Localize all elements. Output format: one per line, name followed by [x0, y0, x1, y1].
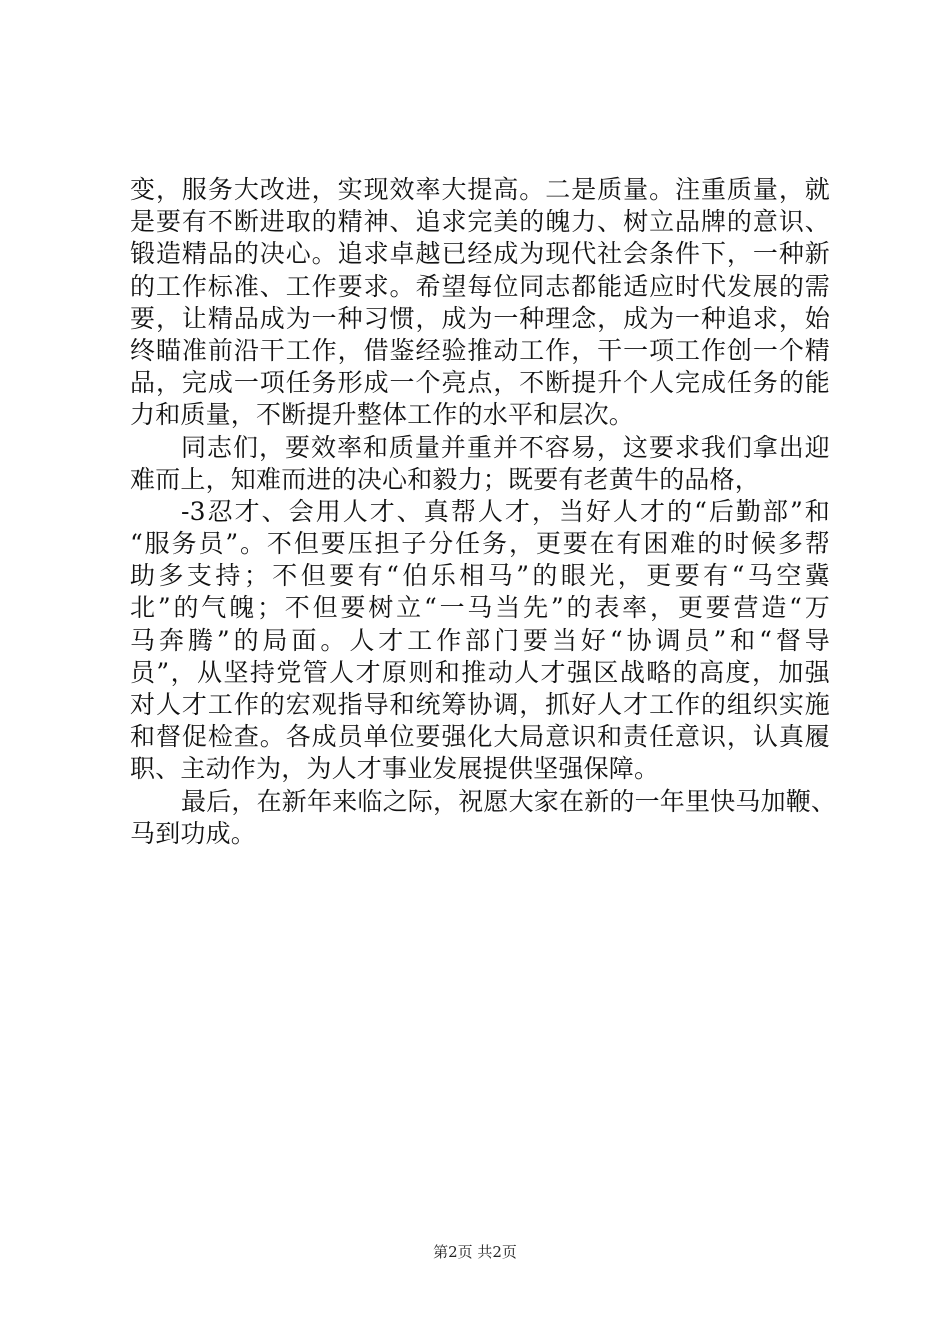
text-line: 要，让精品成为一种习惯，成为一种理念，成为一种追求，始 [130, 303, 830, 333]
text-line: 难而上，知难而进的决心和毅力；既要有老黄牛的品格， [130, 464, 761, 494]
text-line: 对人才工作的宏观指导和统筹协调，抓好人才工作的组织实施 [130, 690, 830, 719]
text-line: “服务员”。不但要压担子分任务，更要在有困难的时候多帮 [130, 529, 830, 559]
text-line: -3忍才、会用人才、真帮人才，当好人才的“后勤部”和 [181, 496, 830, 526]
text-line: 和督促检查。各成员单位要强化大局意识和责任意识，认真履 [130, 722, 830, 752]
text-line: 锻造精品的决心。追求卓越已经成为现代社会条件下，一种新 [130, 239, 830, 269]
text-line: 职、主动作为，为人才事业发展提供坚强保障。 [130, 754, 660, 784]
text-line: 员”，从坚持党管人才原则和推动人才强区战略的高度，加强 [130, 657, 830, 687]
document-body [130, 174, 837, 850]
text-line: 变，服务大改进，实现效率大提高。二是质量。注重质量，就 [130, 175, 830, 204]
text-line: 终瞄准前沿干工作，借鉴经验推动工作，干一项工作创一个精 [130, 335, 830, 365]
text-line: 品，完成一项任务形成一个亮点，不断提升个人完成任务的能 [130, 368, 830, 398]
text-line: 是要有不断进取的精神、追求完美的魄力、树立品牌的意识、 [130, 207, 830, 237]
text-line: 北”的气魄；不但要树立“一马当先”的表率，更要营造“万 [130, 593, 830, 623]
text-line: 的工作标准、工作要求。希望每位同志都能适应时代发展的需 [130, 271, 830, 301]
text-line: 最后，在新年来临之际，祝愿大家在新的一年里快马加鞭、 [181, 786, 837, 816]
text-line: 助多支持；不但要有“伯乐相马”的眼光，更要有“马空冀 [130, 561, 830, 591]
text-line: 力和质量，不断提升整体工作的水平和层次。 [130, 400, 635, 430]
text-line: 同志们，要效率和质量并重并不容易，这要求我们拿出迎 [181, 432, 830, 462]
text-line: 马奔腾”的局面。人才工作部门要当好“协调员”和“督导 [130, 625, 830, 655]
text-line: 马到功成。 [130, 818, 257, 848]
page-number-footer: 第2页 共2页 [433, 1243, 517, 1261]
